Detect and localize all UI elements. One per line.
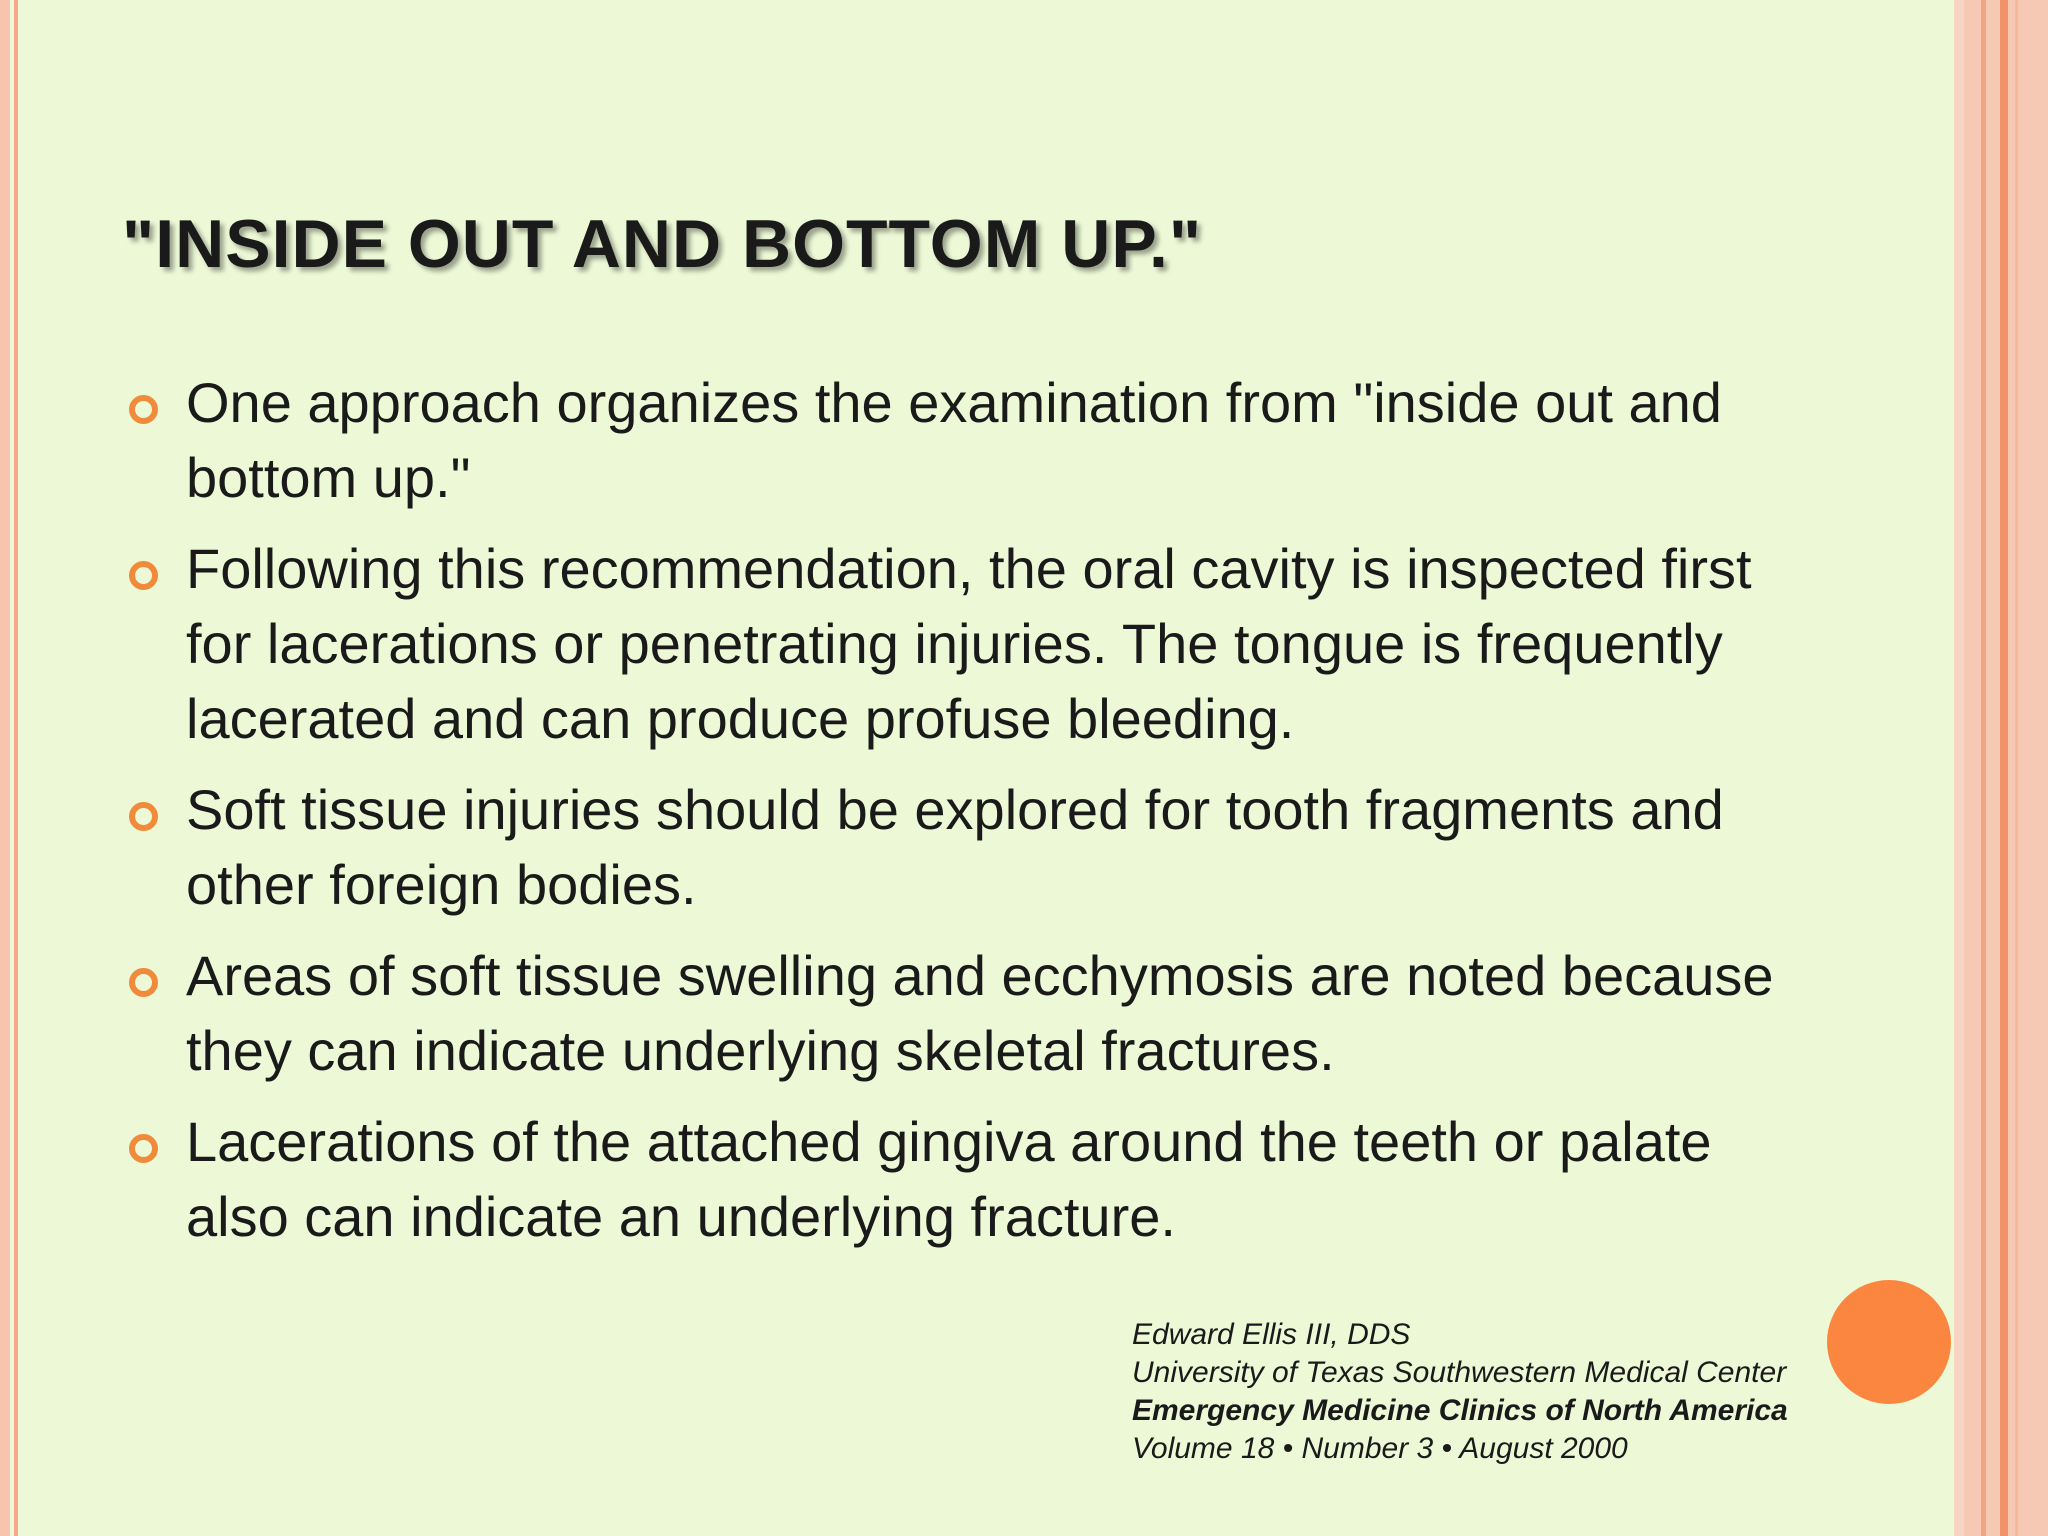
bullet-circle-icon [129,968,158,997]
bullet-text: Areas of soft tissue swelling and ecchymosis are noted because they can indicate underlying skeletal fractures. [186,944,1774,1082]
bullet-item [124,365,1804,515]
right-border-stripe [1981,0,1986,1536]
bullet-circle-icon [129,1134,158,1163]
decorative-circle-icon [1827,1280,1951,1404]
bullet-item [124,531,1804,756]
bullet-text: Following this recommendation, the oral cavity is inspected first for lacerations or penetrating injuries. The tongue is frequently lacerated and can produce profuse bleeding. [186,537,1752,750]
citation-block [1132,1316,1788,1468]
bullet-text: Lacerations of the attached gingiva around the teeth or palate also can indicate an underlying fracture. [186,1110,1712,1248]
bullet-list [124,365,1804,1270]
bullet-text: Soft tissue injuries should be explored for tooth fragments and other foreign bodies. [186,778,1724,916]
citation-author: Edward Ellis III, DDS [1132,1318,1411,1351]
bullet-item [124,938,1804,1088]
left-border-line [14,0,18,1536]
slide-title: "INSIDE OUT AND BOTTOM UP." [122,206,1203,282]
citation-journal: Emergency Medicine Clinics of North America [1132,1394,1788,1427]
right-border-stripe [2015,0,2018,1536]
bullet-item [124,772,1804,922]
bullet-circle-icon [129,561,158,590]
left-border-decoration [0,0,10,1536]
bullet-item [124,1104,1804,1254]
citation-institution: University of Texas Southwestern Medical Center [1132,1356,1787,1389]
bullet-text: One approach organizes the examination from "inside out and bottom up." [186,371,1722,509]
citation-issue: Volume 18 • Number 3 • August 2000 [1132,1432,1628,1465]
right-border-stripe [1954,0,1964,1536]
bullet-circle-icon [129,802,158,831]
right-border-stripe [2000,0,2008,1536]
bullet-circle-icon [129,395,158,424]
